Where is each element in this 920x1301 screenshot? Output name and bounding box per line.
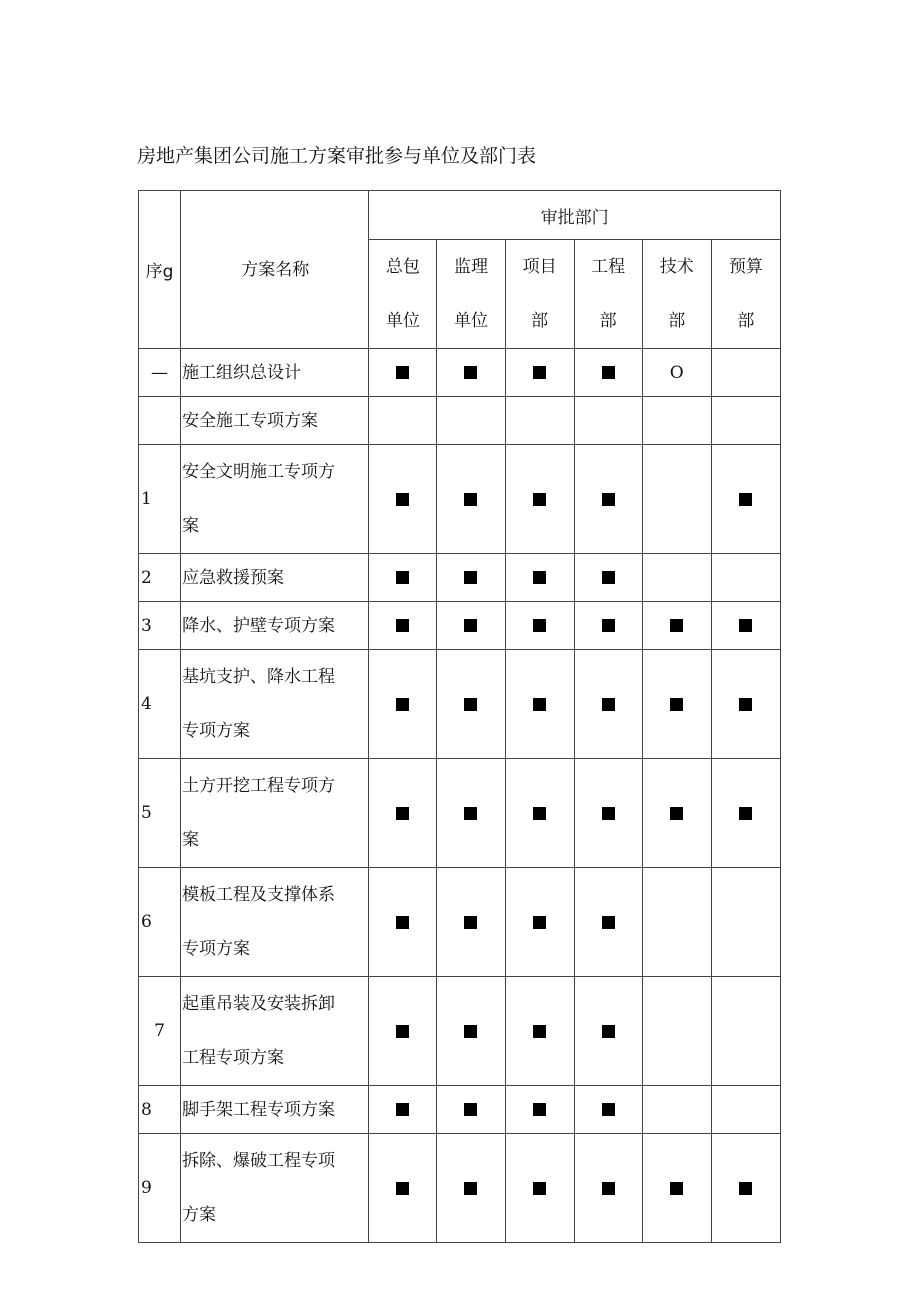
department-header-line: 部: [531, 311, 549, 331]
department-header-1: [437, 240, 505, 349]
approval-mark-cell: [642, 602, 711, 650]
table-row: [139, 868, 781, 977]
row-seq: 7: [139, 977, 181, 1086]
required-approval-square-icon: [464, 916, 477, 929]
row-seq: 1: [139, 445, 181, 554]
approval-mark-cell: [369, 397, 437, 445]
department-header-line: 部: [599, 311, 617, 331]
approval-mark-cell: [574, 554, 642, 602]
required-approval-square-icon: [739, 807, 752, 820]
row-seq: 9: [139, 1134, 181, 1243]
required-approval-square-icon: [533, 619, 546, 632]
approval-mark-cell: [642, 868, 711, 977]
department-header-3: [574, 240, 642, 349]
required-approval-square-icon: [396, 698, 409, 711]
plan-name-line: 方案: [182, 1205, 217, 1225]
required-approval-square-icon: [396, 571, 409, 584]
table-row: [139, 445, 781, 554]
table-row: [139, 977, 781, 1086]
required-approval-square-icon: [533, 493, 546, 506]
approval-mark-cell: [369, 759, 437, 868]
approval-mark-cell: [574, 977, 642, 1086]
approval-mark-cell: [574, 349, 642, 397]
required-approval-square-icon: [464, 698, 477, 711]
approval-mark-cell: [711, 445, 780, 554]
row-plan-name: 施工组织总设计: [181, 349, 369, 397]
approval-mark-cell: [642, 554, 711, 602]
department-header-line: 工程: [591, 257, 626, 277]
department-header-4: [642, 240, 711, 349]
department-header-line: 部: [668, 311, 686, 331]
approval-mark-cell: [369, 868, 437, 977]
required-approval-square-icon: [396, 1103, 409, 1116]
required-approval-square-icon: [533, 698, 546, 711]
header-row: [139, 191, 781, 240]
approval-mark-cell: [711, 397, 780, 445]
required-approval-square-icon: [602, 1025, 615, 1038]
row-seq: 8: [139, 1086, 181, 1134]
approval-mark-cell: [505, 554, 574, 602]
optional-approval-mark: O: [669, 362, 684, 383]
table-row: [139, 397, 781, 445]
required-approval-square-icon: [464, 571, 477, 584]
approval-mark-cell: [369, 977, 437, 1086]
required-approval-square-icon: [602, 807, 615, 820]
required-approval-square-icon: [602, 571, 615, 584]
required-approval-square-icon: [670, 619, 683, 632]
row-plan-name: 应急救援预案: [181, 554, 369, 602]
required-approval-square-icon: [533, 1025, 546, 1038]
approval-mark-cell: [437, 602, 505, 650]
approval-mark-cell: [369, 554, 437, 602]
approval-mark-cell: [574, 868, 642, 977]
approval-mark-cell: [711, 554, 780, 602]
required-approval-square-icon: [464, 619, 477, 632]
plan-name-line: 模板工程及支撑体系: [182, 885, 336, 905]
required-approval-square-icon: [670, 1182, 683, 1195]
row-plan-name: [181, 1134, 369, 1243]
plan-name-line: 案: [182, 830, 200, 850]
approval-mark-cell: [711, 602, 780, 650]
row-seq: —: [139, 349, 181, 397]
department-header-line: 单位: [453, 311, 488, 331]
approval-mark-cell: [711, 1134, 780, 1243]
required-approval-square-icon: [396, 807, 409, 820]
required-approval-square-icon: [670, 807, 683, 820]
required-approval-square-icon: [396, 619, 409, 632]
approval-mark-cell: [711, 868, 780, 977]
department-header-2: [505, 240, 574, 349]
department-header-line: 预算: [728, 257, 763, 277]
column-header-seq: 序g: [139, 191, 181, 349]
department-header-5: [711, 240, 780, 349]
required-approval-square-icon: [396, 366, 409, 379]
required-approval-square-icon: [602, 1103, 615, 1116]
plan-name-line: 专项方案: [182, 721, 251, 741]
department-header-line: 监理: [453, 257, 488, 277]
table-row: [139, 602, 781, 650]
approval-mark-cell: [505, 602, 574, 650]
approval-mark-cell: [369, 602, 437, 650]
required-approval-square-icon: [533, 366, 546, 379]
approval-mark-cell: [711, 349, 780, 397]
required-approval-square-icon: [739, 698, 752, 711]
approval-mark-cell: [574, 1134, 642, 1243]
required-approval-square-icon: [533, 916, 546, 929]
approval-mark-cell: [505, 349, 574, 397]
required-approval-square-icon: [670, 698, 683, 711]
approval-mark-cell: [574, 650, 642, 759]
approval-mark-cell: [369, 445, 437, 554]
department-header-0: [369, 240, 437, 349]
required-approval-square-icon: [739, 619, 752, 632]
approval-mark-cell: [437, 554, 505, 602]
row-plan-name: 安全施工专项方案: [181, 397, 369, 445]
required-approval-square-icon: [464, 807, 477, 820]
approval-mark-cell: [711, 650, 780, 759]
approval-mark-cell: [437, 650, 505, 759]
required-approval-square-icon: [396, 1025, 409, 1038]
required-approval-square-icon: [464, 1103, 477, 1116]
approval-mark-cell: [505, 1086, 574, 1134]
approval-mark-cell: [711, 1086, 780, 1134]
row-plan-name: [181, 977, 369, 1086]
department-header-line: 技术: [659, 257, 694, 277]
department-header-line: 总包: [385, 257, 420, 277]
required-approval-square-icon: [533, 807, 546, 820]
approval-mark-cell: [505, 759, 574, 868]
approval-mark-cell: [642, 397, 711, 445]
approval-mark-cell: [574, 759, 642, 868]
approval-mark-cell: [642, 759, 711, 868]
column-group-approval-departments: 审批部门: [369, 191, 781, 240]
approval-mark-cell: [369, 1134, 437, 1243]
table-row: [139, 554, 781, 602]
required-approval-square-icon: [464, 1025, 477, 1038]
required-approval-square-icon: [602, 493, 615, 506]
approval-table: [138, 190, 781, 1243]
required-approval-square-icon: [602, 619, 615, 632]
approval-mark-cell: [369, 650, 437, 759]
required-approval-square-icon: [464, 1182, 477, 1195]
approval-mark-cell: [574, 397, 642, 445]
row-plan-name: [181, 868, 369, 977]
row-seq: 3: [139, 602, 181, 650]
approval-mark-cell: [437, 1086, 505, 1134]
required-approval-square-icon: [602, 698, 615, 711]
approval-mark-cell: [437, 759, 505, 868]
required-approval-square-icon: [464, 366, 477, 379]
row-seq: 2: [139, 554, 181, 602]
approval-mark-cell: [437, 1134, 505, 1243]
column-header-name: 方案名称: [181, 191, 369, 349]
approval-mark-cell: [437, 868, 505, 977]
required-approval-square-icon: [602, 1182, 615, 1195]
required-approval-square-icon: [602, 366, 615, 379]
row-seq: 5: [139, 759, 181, 868]
plan-name-line: 安全文明施工专项方: [182, 462, 336, 482]
required-approval-square-icon: [533, 1182, 546, 1195]
approval-mark-cell: [437, 397, 505, 445]
table-row: [139, 650, 781, 759]
plan-name-line: 案: [182, 516, 200, 536]
approval-mark-cell: [711, 977, 780, 1086]
approval-mark-cell: [505, 977, 574, 1086]
department-header-line: 部: [737, 311, 755, 331]
row-seq: [139, 397, 181, 445]
plan-name-line: 拆除、爆破工程专项: [182, 1151, 336, 1171]
required-approval-square-icon: [533, 1103, 546, 1116]
row-plan-name: [181, 445, 369, 554]
required-approval-square-icon: [739, 1182, 752, 1195]
required-approval-square-icon: [602, 916, 615, 929]
row-plan-name: [181, 759, 369, 868]
row-seq: 6: [139, 868, 181, 977]
table-row: [139, 1086, 781, 1134]
plan-name-line: 起重吊装及安装拆卸: [182, 994, 336, 1014]
approval-mark-cell: [711, 759, 780, 868]
row-plan-name: 脚手架工程专项方案: [181, 1086, 369, 1134]
approval-mark-cell: [505, 868, 574, 977]
approval-mark-cell: [437, 445, 505, 554]
required-approval-square-icon: [396, 1182, 409, 1195]
required-approval-square-icon: [396, 493, 409, 506]
approval-mark-cell: [505, 650, 574, 759]
table-row: [139, 759, 781, 868]
approval-mark-cell: [642, 650, 711, 759]
required-approval-square-icon: [464, 493, 477, 506]
row-plan-name: 降水、护壁专项方案: [181, 602, 369, 650]
row-seq: 4: [139, 650, 181, 759]
approval-mark-cell: [642, 1086, 711, 1134]
approval-mark-cell: [505, 1134, 574, 1243]
approval-mark-cell: [642, 1134, 711, 1243]
approval-mark-cell: [505, 445, 574, 554]
approval-mark-cell: [437, 349, 505, 397]
plan-name-line: 工程专项方案: [182, 1048, 285, 1068]
table-row: [139, 349, 781, 397]
plan-name-line: 土方开挖工程专项方: [182, 776, 336, 796]
document-title: 房地产集团公司施工方案审批参与单位及部门表: [137, 145, 537, 167]
approval-mark-cell: [642, 977, 711, 1086]
required-approval-square-icon: [533, 571, 546, 584]
department-header-line: 项目: [522, 257, 557, 277]
table-row: [139, 1134, 781, 1243]
approval-mark-cell: [574, 602, 642, 650]
approval-mark-cell: [574, 1086, 642, 1134]
plan-name-line: 基坑支护、降水工程: [182, 667, 336, 687]
approval-mark-cell: [642, 349, 711, 397]
department-header-line: 单位: [385, 311, 420, 331]
required-approval-square-icon: [739, 493, 752, 506]
plan-name-line: 专项方案: [182, 939, 251, 959]
approval-mark-cell: [369, 349, 437, 397]
required-approval-square-icon: [396, 916, 409, 929]
approval-mark-cell: [642, 445, 711, 554]
approval-mark-cell: [505, 397, 574, 445]
approval-mark-cell: [369, 1086, 437, 1134]
approval-mark-cell: [574, 445, 642, 554]
row-plan-name: [181, 650, 369, 759]
approval-mark-cell: [437, 977, 505, 1086]
